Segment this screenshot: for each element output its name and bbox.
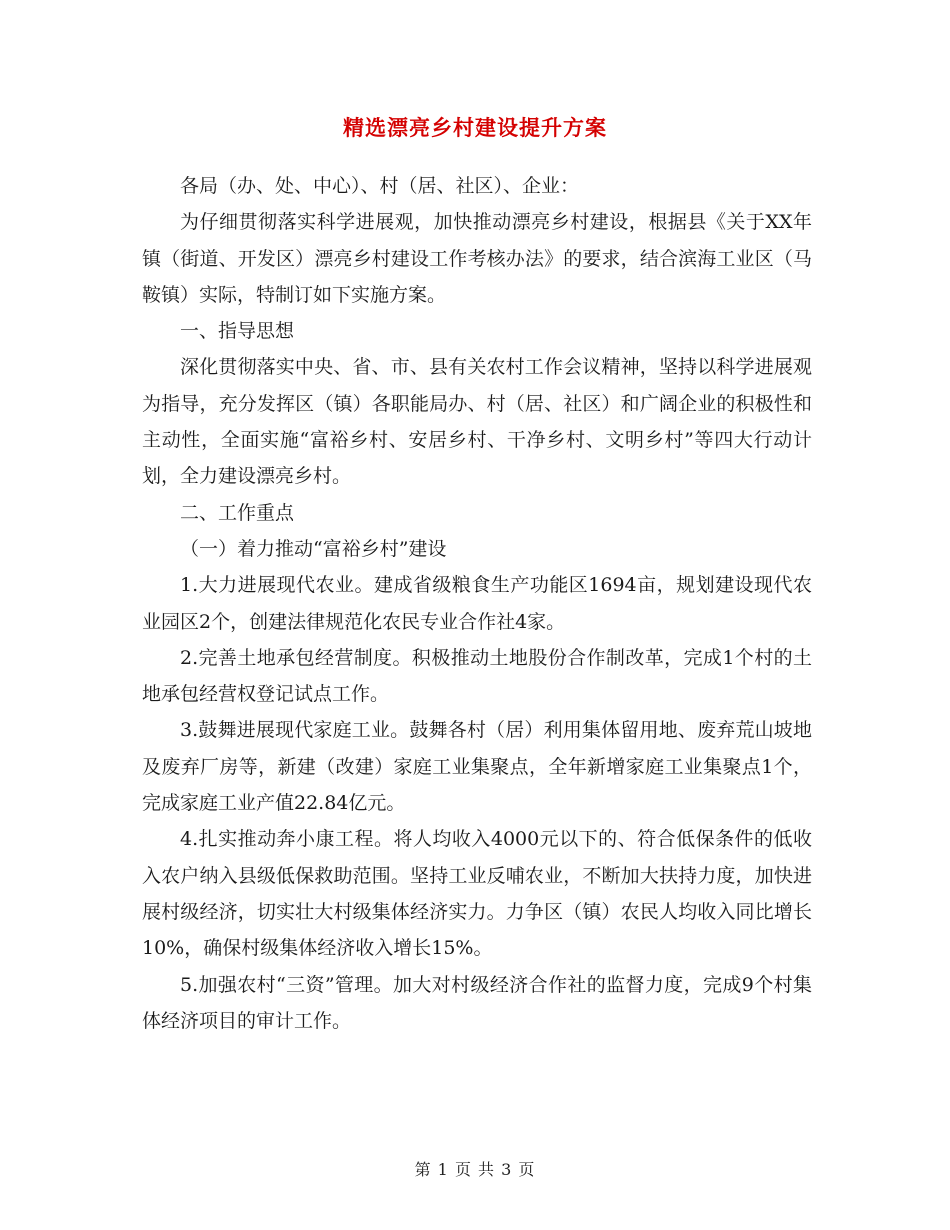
list-item: 3.鼓舞进展现代家庭工业。鼓舞各村（居）利用集体留用地、废弃荒山坡地及废弃厂房等，新建（改建）家庭工业集聚点，全年新增家庭工业集聚点1个，完成家庭工业产值22.84亿元。: [142, 719, 812, 815]
document-body: [142, 168, 812, 1039]
list-item: 1.大力进展现代农业。建成省级粮食生产功能区1694亩，规划建设现代农业园区2个，创建法律规范化农民专业合作社4家。: [142, 574, 812, 633]
subsection-heading-rich-village: （一）着力推动“富裕乡村”建设: [180, 537, 447, 560]
paragraph-guiding-thought: 深化贯彻落实中央、省、市、县有关农村工作会议精神，坚持以科学进展观为指导，充分发挥区（镇）各职能局办、村（居、社区）和广阔企业的积极性和主动性，全面实施“富裕乡村、安居乡村、干净乡村、文明乡村”等四大行动计划，全力建设漂亮乡村。: [142, 356, 812, 488]
paragraph-salutation: 各局（办、处、中心）、村（居、社区）、企业：: [180, 175, 580, 197]
section-heading-guiding-thought: 一、指导思想: [180, 320, 295, 343]
list-item: 4.扎实推动奔小康工程。将人均收入4000元以下的、符合低保条件的低收入农户纳入县级低保救助范围。坚持工业反哺农业，不断加大扶持力度，加快进展村级经济，切实壮大村级集体经济实力。力争区（镇）农民人均收入同比增长10%，确保村级集体经济收入增长15%。: [142, 828, 812, 960]
paragraph-intro: 为仔细贯彻落实科学进展观，加快推动漂亮乡村建设，根据县《关于XX年镇（街道、开发区）漂亮乡村建设工作考核办法》的要求，结合滨海工业区（马鞍镇）实际，特制订如下实施方案。: [142, 211, 812, 306]
page-number: 第 1 页 共 3 页: [414, 1160, 536, 1179]
list-item: 5.加强农村“三资”管理。加大对村级经济合作社的监督力度，完成9个村集体经济项目的审计工作。: [142, 973, 812, 1032]
page-title: 精选漂亮乡村建设提升方案: [343, 115, 607, 140]
list-item: 2.完善土地承包经营制度。积极推动土地股份合作制改革，完成1个村的土地承包经营权登记试点工作。: [142, 646, 812, 706]
section-heading-work-focus: 二、工作重点: [180, 501, 295, 524]
